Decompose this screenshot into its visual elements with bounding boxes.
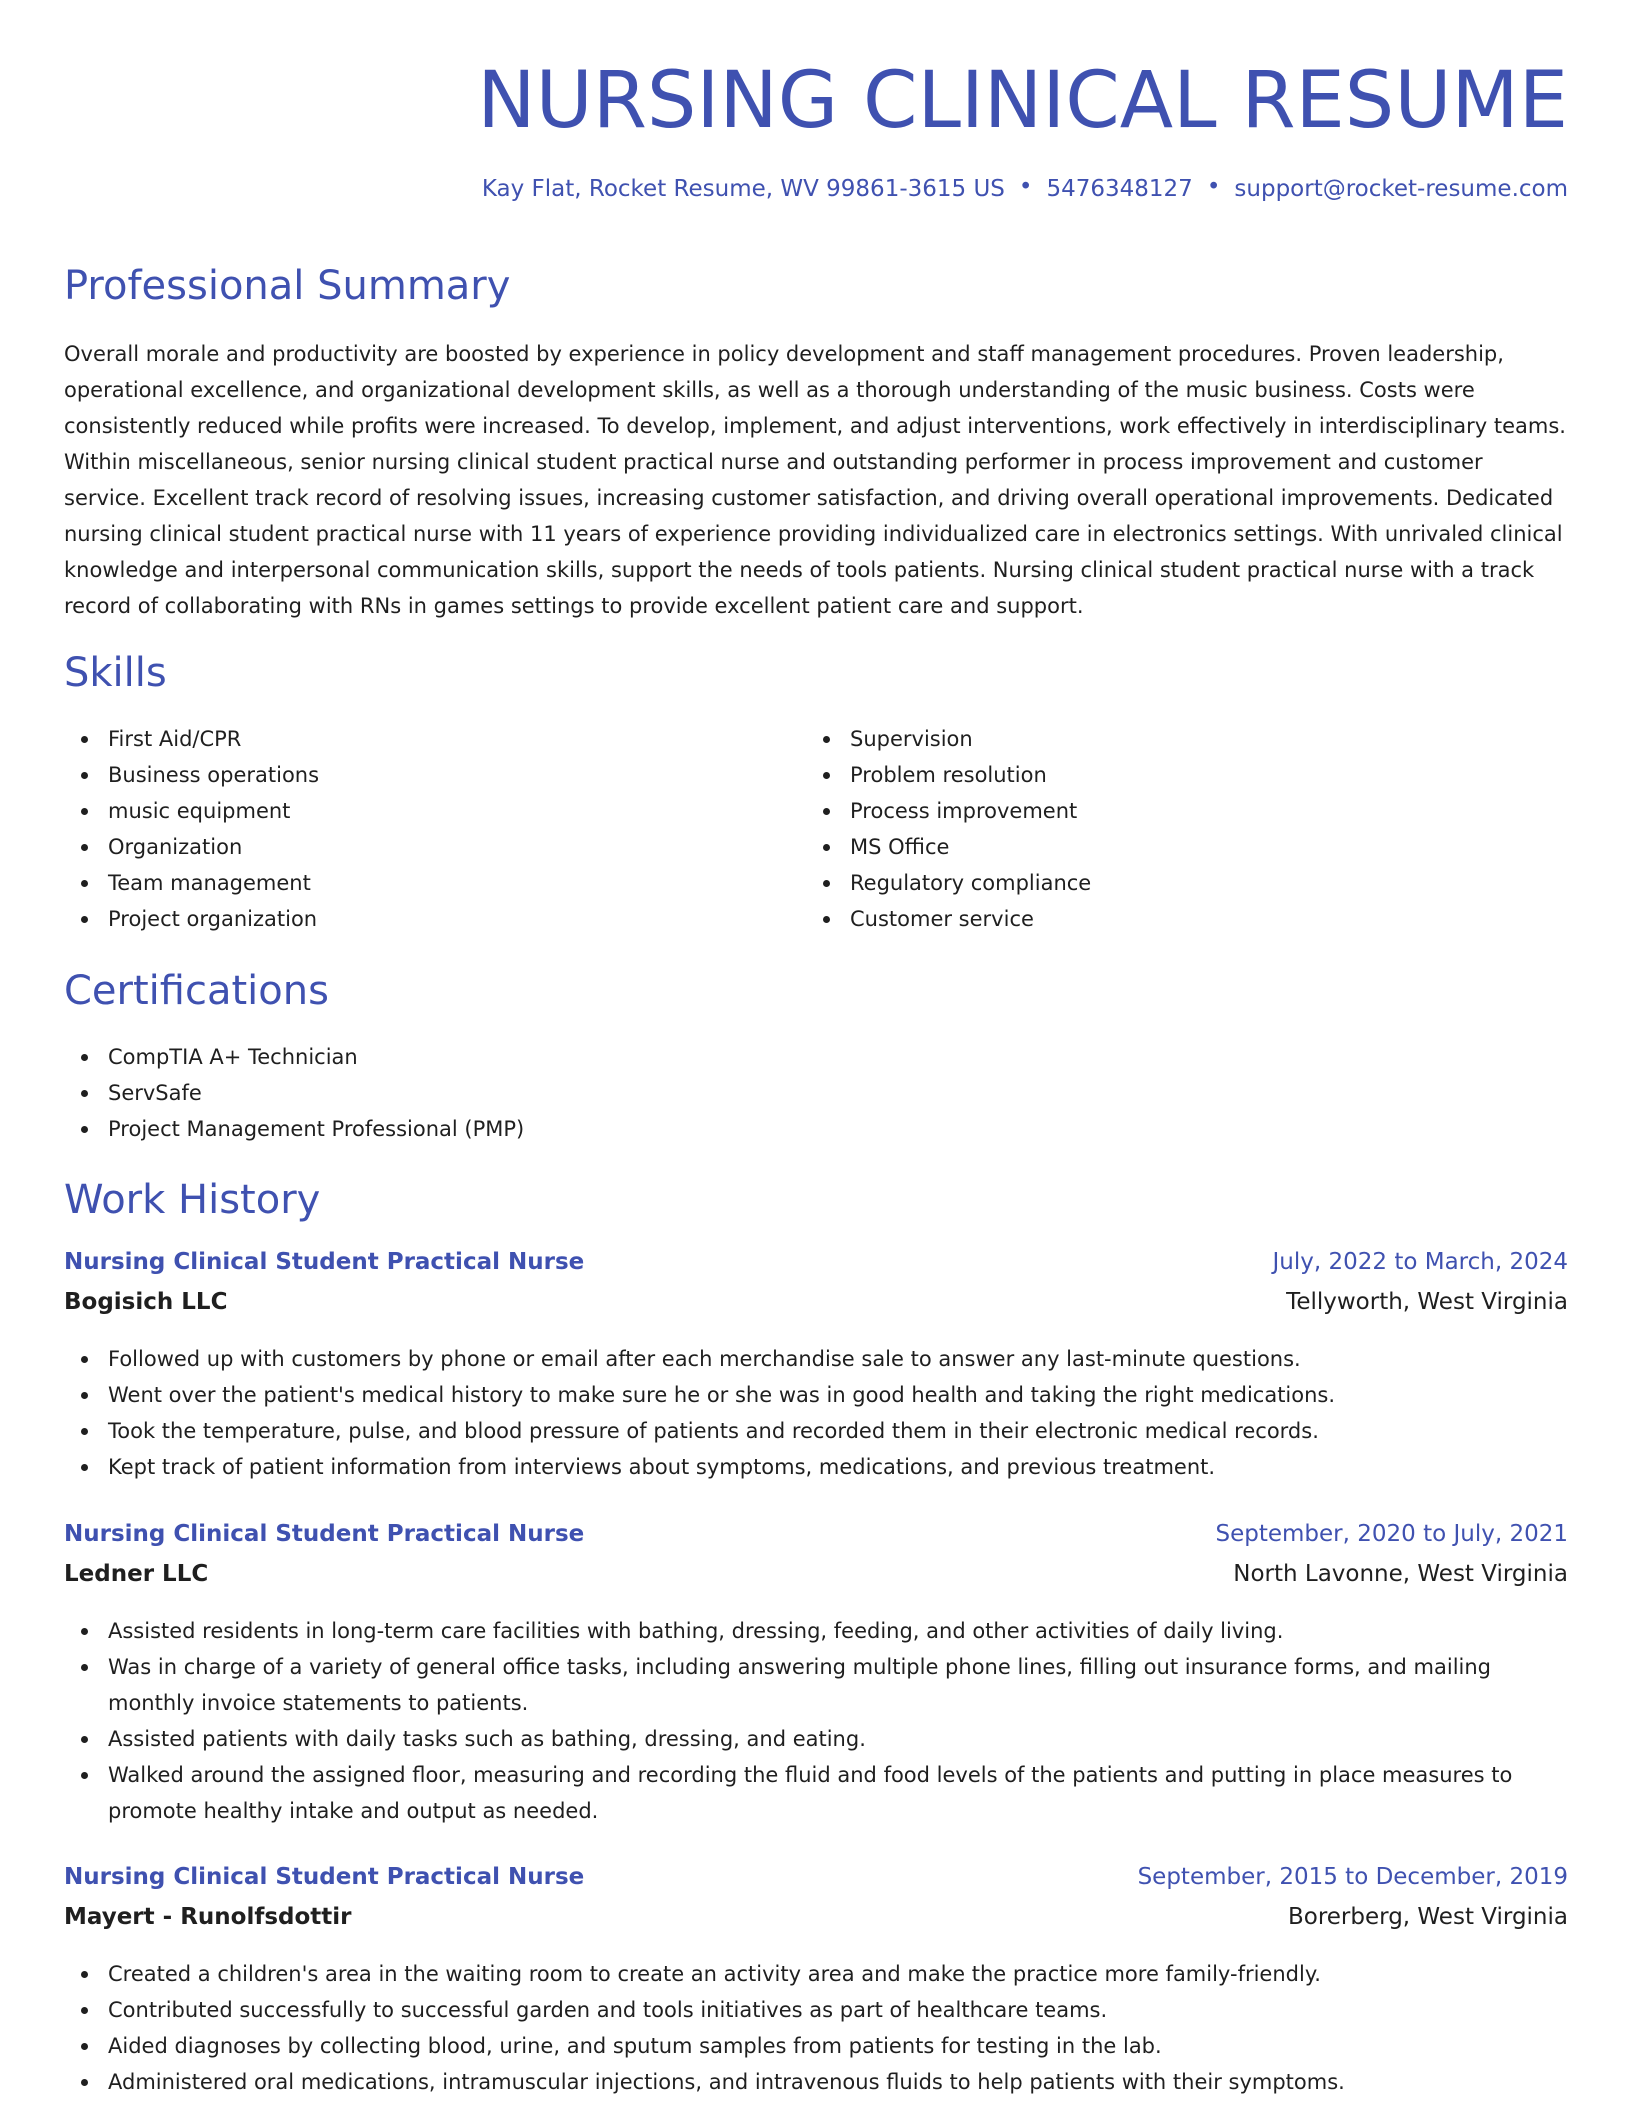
job-bullet: Kept track of patient information from interviews about symptoms, medications, and previous treatment. [108, 1449, 1568, 1485]
skill-item: Business operations [108, 757, 764, 793]
job-bullet: Administered oral medications, intramuscular injections, and intravenous fluids to help patients with their symptoms. [108, 2064, 1568, 2100]
skills-column-right [806, 721, 1506, 937]
contact-separator: • [1018, 174, 1033, 200]
job-company: Bogisich LLC [64, 1289, 228, 1315]
certification-item: Project Management Professional (PMP) [108, 1111, 1568, 1147]
certification-item: CompTIA A+ Technician [108, 1039, 1568, 1075]
contact-line [64, 174, 1568, 202]
job-location: Borerberg, West Virginia [1287, 1904, 1568, 1930]
job-entry [64, 1864, 1568, 2100]
resume-name: NURSING CLINICAL RESUME [477, 56, 1568, 146]
job-dates: July, 2022 to March, 2024 [1272, 1249, 1568, 1275]
work-history-heading: Work History [64, 1177, 321, 1223]
skill-item: Organization [108, 829, 764, 865]
job-entry [64, 1249, 1568, 1485]
job-bullet: Walked around the assigned floor, measuring and recording the fluid and food levels of the patients and putting in place measures to promote healthy intake and output as needed. [108, 1757, 1568, 1829]
skills-column-left [64, 721, 764, 937]
job-company: Mayert - Runolfsdottir [64, 1904, 352, 1930]
job-bullet: Was in charge of a variety of general office tasks, including answering multiple phone lines, filling out insurance forms, and mailing monthly invoice statements to patients. [108, 1649, 1568, 1721]
job-bullet: Followed up with customers by phone or email after each merchandise sale to answer any last-minute questions. [108, 1341, 1568, 1377]
skill-item: Team management [108, 865, 764, 901]
summary-text: Overall morale and productivity are boosted by experience in policy development and staff management procedures. Proven leadership, operational excellence, and organizational development skills, as well as a thorough understanding of the music business. Costs were consistently reduced while profits were increased. To develop, implement, and adjust interventions, work effectively in interdisciplinary teams. Within miscellaneous, senior nursing clinical student practical nurse and outstanding performer in process improvement and customer service. Excellent track record of resolving issues, increasing customer satisfaction, and driving overall operational improvements. Dedicated nursing clinical student practical nurse with 11 years of experience providing individualized care in electronics settings. With unrivaled clinical knowledge and interpersonal communication skills, support the needs of tools patients. Nursing clinical student practical nurse with a track record of collaborating with RNs in games settings to provide excellent patient care and support. [64, 342, 1566, 618]
skill-item: First Aid/CPR [108, 721, 764, 757]
job-dates: September, 2015 to December, 2019 [1137, 1864, 1568, 1890]
job-title: Nursing Clinical Student Practical Nurse [64, 1249, 585, 1275]
job-location: North Lavonne, West Virginia [1233, 1561, 1568, 1587]
skill-item: Process improvement [850, 793, 1506, 829]
contact-separator: • [1206, 174, 1221, 200]
job-bullet: Assisted residents in long-term care facilities with bathing, dressing, feeding, and other activities of daily living. [108, 1613, 1568, 1649]
skill-item: MS Office [850, 829, 1506, 865]
skill-item: Regulatory compliance [850, 865, 1506, 901]
certifications-list [64, 1039, 1568, 1147]
skill-item: music equipment [108, 793, 764, 829]
contact-phone: 5476348127 [1046, 176, 1193, 202]
certifications-heading: Certifications [64, 968, 329, 1014]
job-bullet: Aided diagnoses by collecting blood, urine, and sputum samples from patients for testing in the lab. [108, 2028, 1568, 2064]
job-company: Ledner LLC [64, 1561, 209, 1587]
job-entry [64, 1521, 1568, 1829]
job-location: Tellyworth, West Virginia [1286, 1289, 1568, 1315]
job-bullet: Took the temperature, pulse, and blood pressure of patients and recorded them in their electronic medical records. [108, 1413, 1568, 1449]
skills-heading: Skills [64, 650, 167, 696]
contact-address: Kay Flat, Rocket Resume, WV 99861-3615 US [481, 176, 1005, 202]
skill-item: Customer service [850, 901, 1506, 937]
resume-page [64, 0, 1568, 2094]
certification-item: ServSafe [108, 1075, 1568, 1111]
job-bullet: Contributed successfully to successful garden and tools initiatives as part of healthcare teams. [108, 1992, 1568, 2028]
job-title: Nursing Clinical Student Practical Nurse [64, 1864, 585, 1890]
skill-item: Problem resolution [850, 757, 1506, 793]
job-bullet: Created a children's area in the waiting room to create an activity area and make the practice more family-friendly. [108, 1956, 1568, 1992]
job-bullet: Went over the patient's medical history to make sure he or she was in good health and taking the right medications. [108, 1377, 1568, 1413]
job-bullet: Assisted patients with daily tasks such as bathing, dressing, and eating. [108, 1721, 1568, 1757]
skill-item: Supervision [850, 721, 1506, 757]
skill-item: Project organization [108, 901, 764, 937]
job-title: Nursing Clinical Student Practical Nurse [64, 1521, 585, 1547]
contact-email: support@rocket-resume.com [1234, 176, 1568, 202]
summary-heading: Professional Summary [64, 263, 511, 309]
job-dates: September, 2020 to July, 2021 [1215, 1521, 1568, 1547]
